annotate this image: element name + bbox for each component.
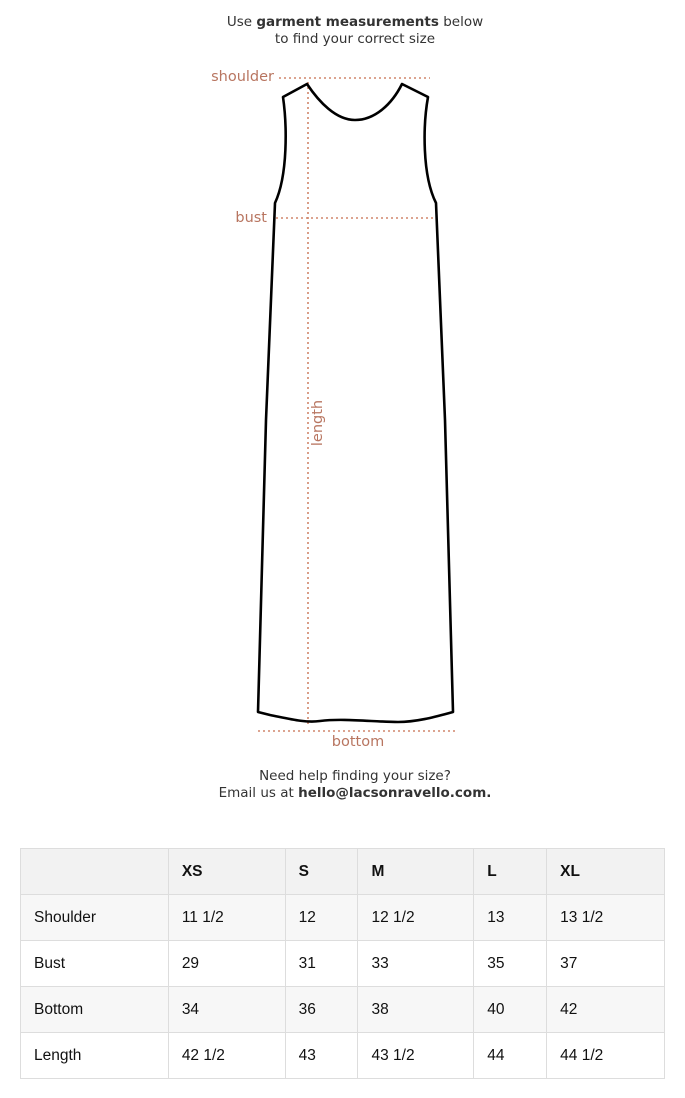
header-cell-xl: XL <box>547 849 665 895</box>
intro-line-2: to find your correct size <box>274 31 436 47</box>
table-cell: 37 <box>547 941 665 987</box>
help-prefix: Email us at <box>218 785 299 801</box>
table-cell: 34 <box>168 987 285 1033</box>
table-row-bust <box>21 941 665 987</box>
table-cell: 43 1/2 <box>358 1033 474 1079</box>
header-cell-empty <box>21 849 169 895</box>
header-cell-l: L <box>474 849 547 895</box>
table-cell: 40 <box>474 987 547 1033</box>
table-cell: 11 1/2 <box>168 895 285 941</box>
help-email-link[interactable]: hello@lacsonravello.com. <box>298 785 492 801</box>
table-cell: 43 <box>285 1033 358 1079</box>
bust-label: bust <box>235 210 267 226</box>
table-cell: 33 <box>358 941 474 987</box>
table-cell: 42 1/2 <box>168 1033 285 1079</box>
length-label: length <box>310 399 326 447</box>
header-cell-s: S <box>285 849 358 895</box>
intro-suffix: below <box>438 14 484 30</box>
intro-prefix: Use <box>226 14 257 30</box>
header-cell-xs: XS <box>168 849 285 895</box>
table-row-bottom <box>21 987 665 1033</box>
intro-line-1 <box>0 14 685 31</box>
intro-text <box>0 14 685 48</box>
table-header-row <box>21 849 665 895</box>
help-line-1: Need help finding your size? <box>259 768 451 784</box>
row-label: Bust <box>21 941 169 987</box>
table-cell: 29 <box>168 941 285 987</box>
table-cell: 38 <box>358 987 474 1033</box>
table-cell: 44 1/2 <box>547 1033 665 1079</box>
dress-outline <box>258 84 453 722</box>
help-line-2 <box>0 785 685 802</box>
dress-diagram <box>0 60 685 760</box>
intro-bold: garment measurements <box>256 14 439 30</box>
table-cell: 35 <box>474 941 547 987</box>
row-label: Bottom <box>21 987 169 1033</box>
table-cell: 44 <box>474 1033 547 1079</box>
help-text <box>0 768 685 802</box>
table-cell: 31 <box>285 941 358 987</box>
table-cell: 12 <box>285 895 358 941</box>
table-cell: 12 1/2 <box>358 895 474 941</box>
table-row-shoulder <box>21 895 665 941</box>
table-cell: 42 <box>547 987 665 1033</box>
table-cell: 13 <box>474 895 547 941</box>
shoulder-label: shoulder <box>211 69 274 85</box>
table-cell: 13 1/2 <box>547 895 665 941</box>
row-label: Length <box>21 1033 169 1079</box>
row-label: Shoulder <box>21 895 169 941</box>
bottom-label: bottom <box>331 734 385 750</box>
table-cell: 36 <box>285 987 358 1033</box>
header-cell-m: M <box>358 849 474 895</box>
size-chart-table <box>20 848 665 1079</box>
table-row-length <box>21 1033 665 1079</box>
